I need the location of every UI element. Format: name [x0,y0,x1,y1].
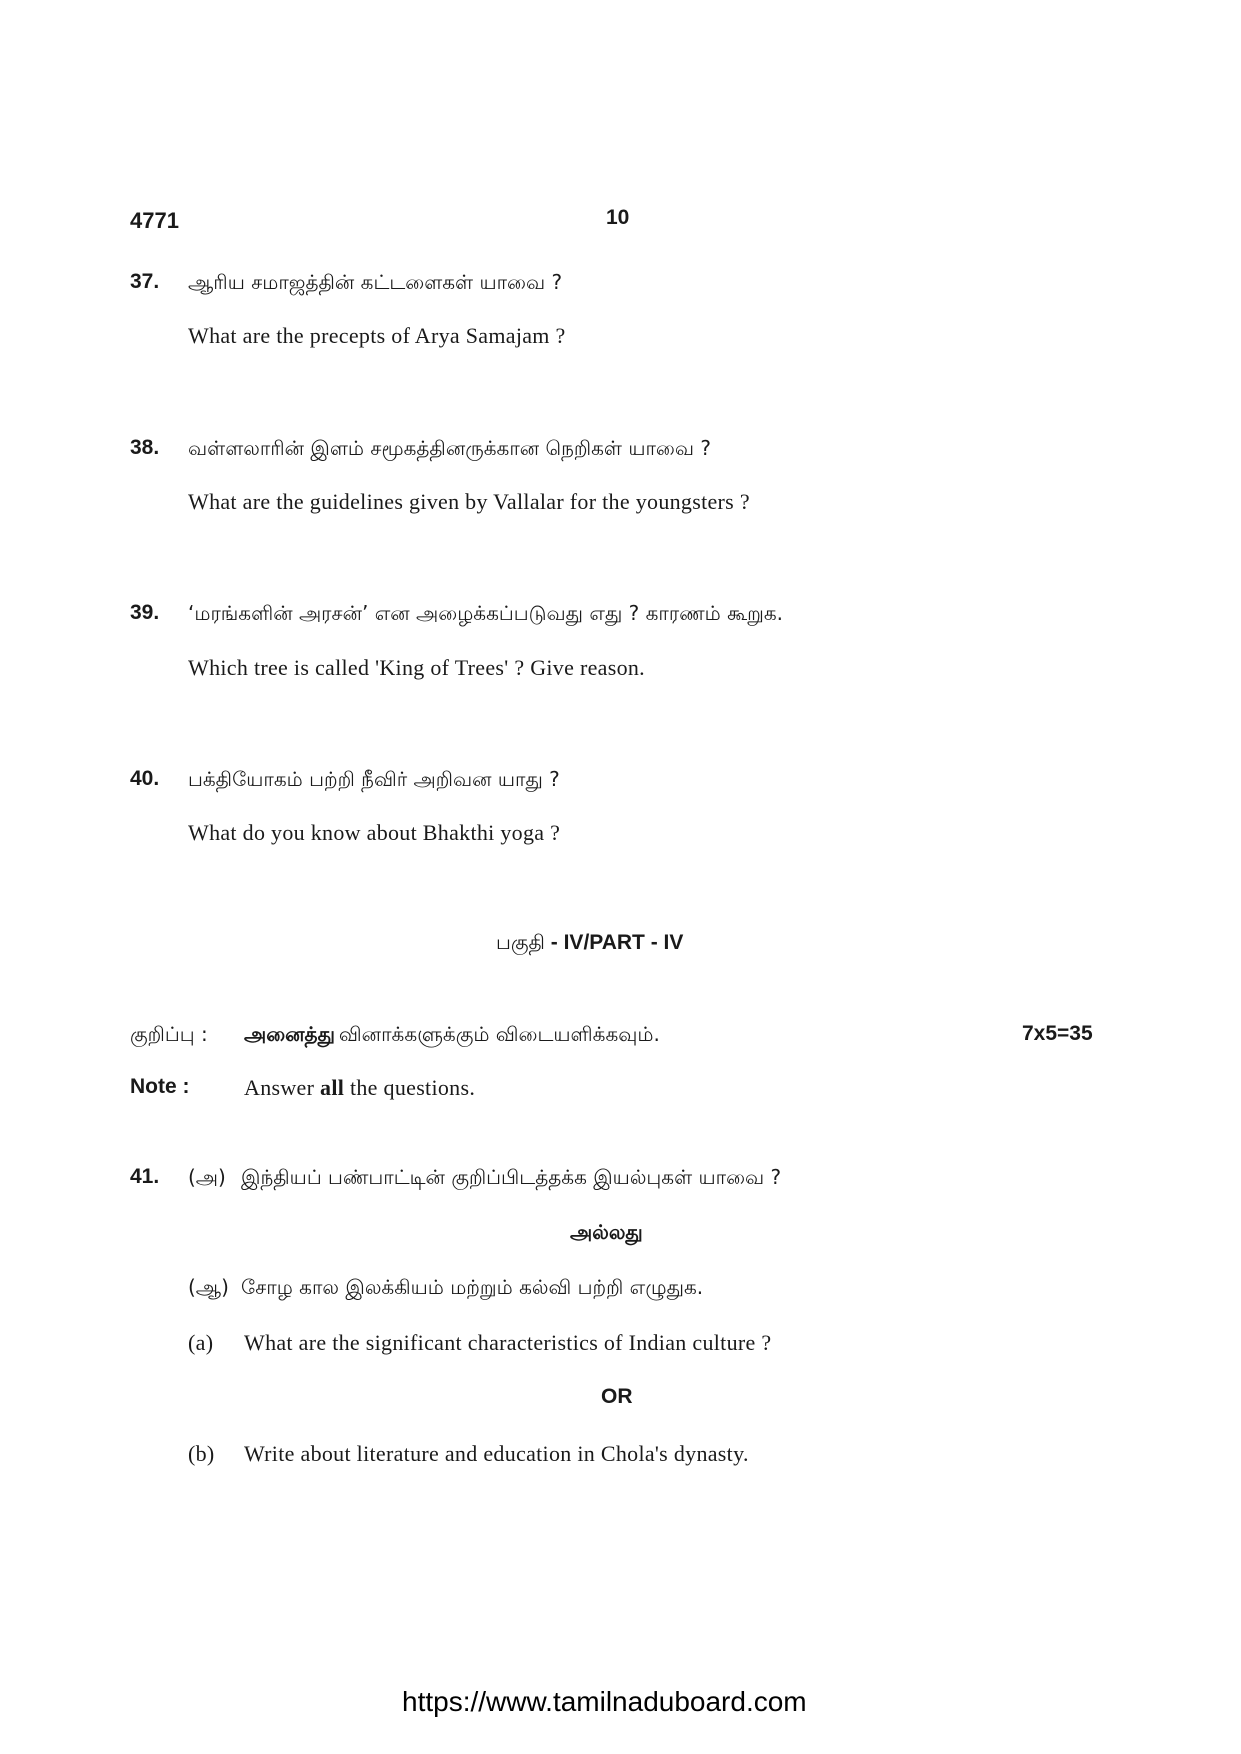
marks-allocation: 7x5=35 [1022,1022,1093,1045]
question-text-english: What are the guidelines given by Vallalar for the youngsters ? [188,489,750,514]
paper-code: 4771 [130,208,179,233]
question-text-tamil: வள்ளலாரின் இளம் சமூகத்தினருக்கான நெறிகள் யாவை ? [188,436,711,460]
option-a-marker: (a) [188,1330,214,1355]
option-a-text-tamil: இந்தியப் பண்பாட்டின் குறிப்பிடத்தக்க இயல்புகள் யாவை ? [241,1165,782,1189]
note-text: Answer all the questions. [244,1075,476,1100]
question-number: 40. [130,767,160,790]
option-b-marker: (b) [188,1441,215,1466]
note-bold-tamil: அனைத்து [244,1022,335,1046]
question-number: 41. [130,1165,160,1188]
part-heading-english: - IV/PART - IV [544,931,684,954]
note-rest-tamil: வினாக்களுக்கும் விடையளிக்கவும். [338,1022,660,1046]
option-b-marker-tamil: (ஆ) [188,1275,229,1299]
question-text-english: What do you know about Bhakthi yoga ? [188,820,561,845]
part-heading-tamil: பகுதி [496,930,545,954]
question-text-tamil: ‘மரங்களின் அரசன்’ என அழைக்கப்படுவது எது ? காரணம் கூறுக. [188,601,784,625]
footer-url: https://www.tamilnaduboard.com [402,1686,807,1717]
note-label-tamil: குறிப்பு : [130,1022,208,1046]
note-bold-word: all [320,1075,345,1100]
question-number: 39. [130,601,160,624]
question-text-english: Which tree is called 'King of Trees' ? Give reason. [188,655,645,680]
question-text-english: What are the precepts of Arya Samajam ? [188,323,566,348]
page-number: 10 [606,206,630,229]
or-label-tamil: அல்லது [570,1220,643,1244]
option-b-text: Write about literature and education in Chola's dynasty. [244,1441,749,1466]
note-text-tamil [244,1022,660,1049]
question-text-tamil: பக்தியோகம் பற்றி நீவிர் அறிவன யாது ? [188,767,560,791]
option-a-text: What are the significant characteristics of Indian culture ? [244,1330,772,1355]
question-text-tamil: ஆரிய சமாஜத்தின் கட்டளைகள் யாவை ? [188,270,563,294]
option-b-text-tamil: சோழ கால இலக்கியம் மற்றும் கல்வி பற்றி எழுதுக. [241,1275,704,1299]
question-number: 38. [130,436,160,459]
part-heading [496,930,683,957]
question-number: 37. [130,270,160,293]
or-label: OR [601,1385,633,1408]
note-label: Note : [130,1075,190,1098]
option-a-marker-tamil: (அ) [188,1165,226,1189]
